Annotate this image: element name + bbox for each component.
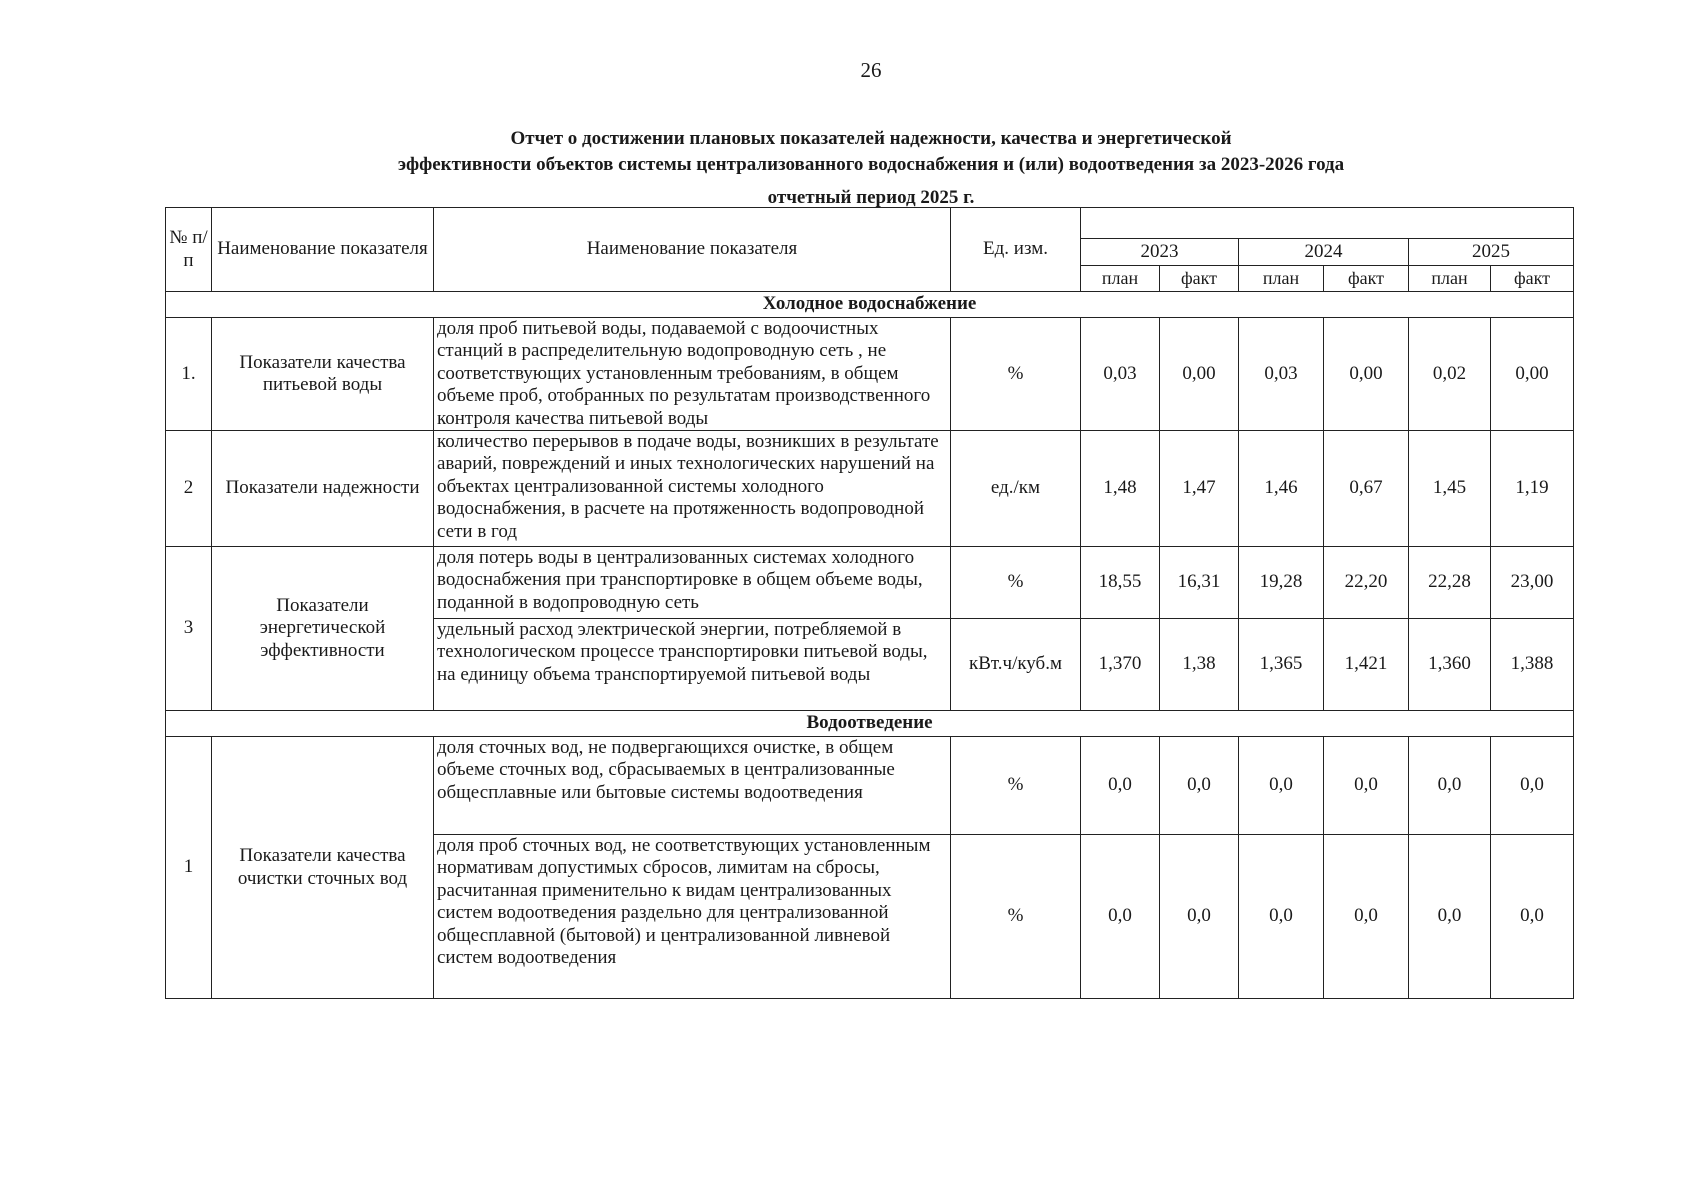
report-title-line-2: эффективности объектов системы централизованного водоснабжения и (или) водоотведения за 2023-2026 года: [397, 154, 1345, 175]
value-cell: 0,0: [1491, 737, 1574, 835]
unit-cell: %: [951, 835, 1081, 999]
value-cell: 0,0: [1160, 835, 1239, 999]
header-year-2025: 2025: [1409, 239, 1574, 266]
unit-cell: кВт.ч/куб.м: [951, 619, 1081, 711]
value-cell: 1,421: [1324, 619, 1409, 711]
unit-cell: ед./км: [951, 431, 1081, 547]
value-cell: 22,28: [1409, 547, 1491, 619]
group-name: Показатели качества питьевой воды: [212, 318, 434, 431]
value-cell: 18,55: [1081, 547, 1160, 619]
indicator-name: доля проб питьевой воды, подаваемой с водоочистных станций в распределительную водопроводную сеть , не соответствующих установленным требованиям, в общем объеме проб, отобранных по результатам производственного контроля качества питьевой воды: [434, 318, 951, 431]
table-row: [166, 737, 1574, 835]
header-year-2024: 2024: [1239, 239, 1409, 266]
group-number: 1.: [166, 318, 212, 431]
value-cell: 0,0: [1081, 835, 1160, 999]
value-cell: 0,00: [1324, 318, 1409, 431]
table-row: [166, 431, 1574, 547]
header-fact: факт: [1160, 266, 1239, 292]
value-cell: 0,0: [1081, 737, 1160, 835]
value-cell: 1,45: [1409, 431, 1491, 547]
value-cell: 0,0: [1324, 835, 1409, 999]
unit-cell: %: [951, 318, 1081, 431]
value-cell: 0,00: [1160, 318, 1239, 431]
value-cell: 0,0: [1160, 737, 1239, 835]
value-cell: 0,0: [1409, 835, 1491, 999]
value-cell: 23,00: [1491, 547, 1574, 619]
report-title-line-1: Отчет о достижении плановых показателей надежности, качества и энергетической: [510, 128, 1232, 149]
group-name: Показатели надежности: [212, 431, 434, 547]
value-cell: 22,20: [1324, 547, 1409, 619]
page-number: 26: [860, 58, 882, 82]
value-cell: 0,0: [1491, 835, 1574, 999]
group-number: 3: [166, 547, 212, 711]
indicators-table: [165, 207, 1574, 999]
value-cell: 0,03: [1081, 318, 1160, 431]
value-cell: 1,19: [1491, 431, 1574, 547]
value-cell: 0,00: [1491, 318, 1574, 431]
value-cell: 1,388: [1491, 619, 1574, 711]
header-num: № п/п: [166, 208, 212, 292]
value-cell: 1,360: [1409, 619, 1491, 711]
header-plan: план: [1081, 266, 1160, 292]
value-cell: 1,365: [1239, 619, 1324, 711]
header-year-2023: 2023: [1081, 239, 1239, 266]
group-number: 2: [166, 431, 212, 547]
value-cell: 0,67: [1324, 431, 1409, 547]
value-cell: 1,48: [1081, 431, 1160, 547]
indicator-name: количество перерывов в подаче воды, возникших в результате аварий, повреждений и иных технологических нарушений на объектах централизованной системы холодного водоснабжения, в расчете на протяженность водопроводной сети в год: [434, 431, 951, 547]
value-cell: 0,0: [1324, 737, 1409, 835]
value-cell: 19,28: [1239, 547, 1324, 619]
header-unit: Ед. изм.: [951, 208, 1081, 292]
group-number: 1: [166, 737, 212, 999]
header-fact: факт: [1324, 266, 1409, 292]
group-name: Показатели качества очистки сточных вод: [212, 737, 434, 999]
value-cell: 0,0: [1409, 737, 1491, 835]
reporting-period: отчетный период 2025 г.: [767, 187, 975, 208]
table-row: [166, 547, 1574, 619]
header-plan: план: [1409, 266, 1491, 292]
header-years-blank: [1081, 208, 1574, 239]
value-cell: 0,03: [1239, 318, 1324, 431]
section-title-cold-water: Холодное водоснабжение: [166, 292, 1574, 318]
value-cell: 0,0: [1239, 835, 1324, 999]
indicator-name: доля проб сточных вод, не соответствующих установленным нормативам допустимых сбросов, лимитам на сбросы, расчитанная применительно к видам централизованных систем водоотведения раздельно для централизованной общесплавной (бытовой) и централизованной ливневой систем водоотведения: [434, 835, 951, 999]
table-row: [166, 318, 1574, 431]
indicator-name: доля потерь воды в централизованных системах холодного водоснабжения при транспортировке в общем объеме воды, поданной в водопроводную сеть: [434, 547, 951, 619]
header-indicator: Наименование показателя: [434, 208, 951, 292]
header-plan: план: [1239, 266, 1324, 292]
value-cell: 16,31: [1160, 547, 1239, 619]
header-group: Наименование показателя: [212, 208, 434, 292]
value-cell: 1,370: [1081, 619, 1160, 711]
section-title-wastewater: Водоотведение: [166, 711, 1574, 737]
unit-cell: %: [951, 737, 1081, 835]
value-cell: 1,46: [1239, 431, 1324, 547]
unit-cell: %: [951, 547, 1081, 619]
value-cell: 0,02: [1409, 318, 1491, 431]
header-fact: факт: [1491, 266, 1574, 292]
indicator-name: доля сточных вод, не подвергающихся очистке, в общем объеме сточных вод, сбрасываемых в централизованные общесплавные или бытовые системы водоотведения: [434, 737, 951, 835]
value-cell: 1,47: [1160, 431, 1239, 547]
group-name: Показатели энергетической эффективности: [212, 547, 434, 711]
value-cell: 1,38: [1160, 619, 1239, 711]
indicator-name: удельный расход электрической энергии, потребляемой в технологическом процессе транспортировки питьевой воды, на единицу объема транспортируемой питьевой воды: [434, 619, 951, 711]
value-cell: 0,0: [1239, 737, 1324, 835]
